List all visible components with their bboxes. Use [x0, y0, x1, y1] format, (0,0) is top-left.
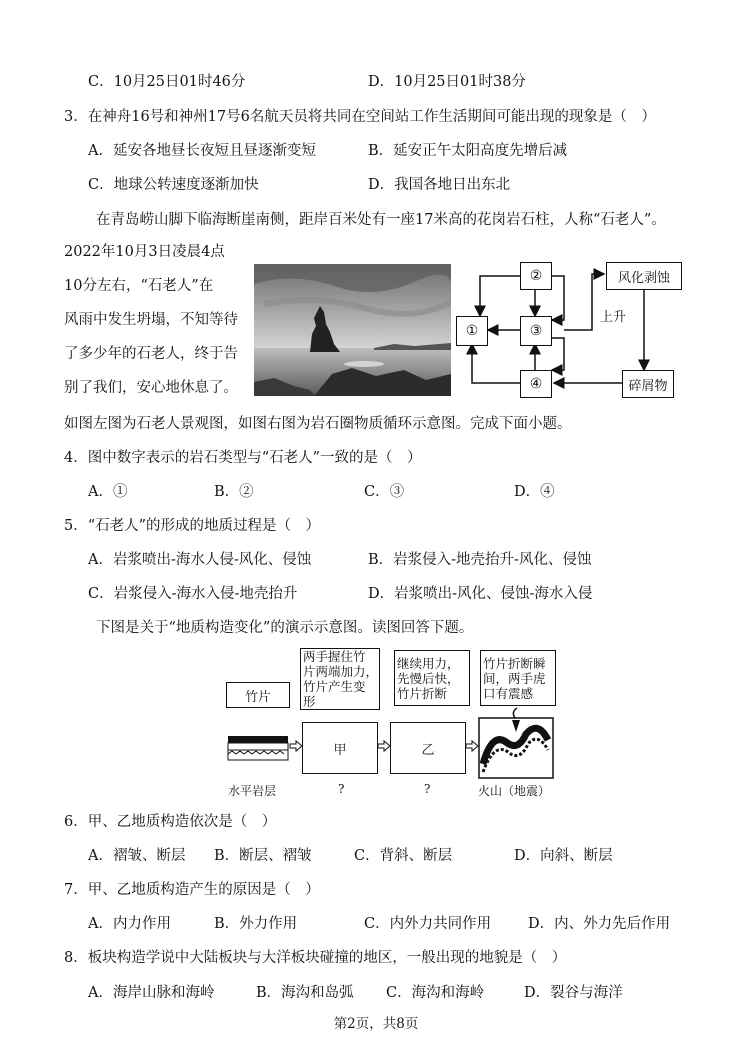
passage1-line7: 如图左图为石老人景观图，如图右图为岩石圈物质循环示意图。完成下面小题。 — [64, 416, 572, 432]
q2-option-d: D．10月25日01时38分 — [368, 74, 526, 90]
cycle-node-3: ③ — [520, 316, 552, 346]
q7-option-a: A．内力作用 — [88, 916, 171, 932]
q7-option-c: C．内外力共同作用 — [364, 916, 492, 932]
step2-box — [394, 650, 470, 706]
q6-stem: 6．甲、乙地质构造依次是（ ） — [64, 814, 277, 830]
passage1-line2: 2022年10月3日凌晨4点 — [64, 244, 225, 260]
passage1-line6: 别了我们，安心地休息了。 — [64, 380, 238, 396]
q5-option-b: B．岩浆侵入-地壳抬升-风化、侵蚀 — [368, 552, 592, 568]
q6-option-a: A．褶皱、断层 — [88, 848, 186, 864]
passage1-line5: 了多少年的石老人，终于告 — [64, 346, 238, 362]
q5-option-a: A．岩浆喷出-海水人侵-风化、侵蚀 — [88, 552, 312, 568]
q4-option-c: C．③ — [364, 484, 405, 500]
q4-stem: 4．图中数字表示的岩石类型与“石老人”一致的是（ ） — [64, 450, 422, 466]
step3-line3: 口有震感 — [483, 685, 534, 701]
q3-option-d: D．我国各地日出东北 — [368, 177, 511, 193]
q8-option-c: C．海沟和海岭 — [386, 985, 485, 1001]
step1-line3: 竹片产生变 — [303, 679, 366, 694]
step2-line1: 继续用力， — [397, 655, 460, 671]
step1-line2: 片两端加力， — [303, 664, 379, 679]
q3-stem: 3．在神舟16号和神州17号6名航天员将共同在空间站工作生活期间可能出现的现象是（ ） — [64, 109, 656, 125]
q3-option-c: C．地球公转速度逐渐加快 — [88, 177, 259, 193]
caption-horizontal-strata: 水平岩层 — [228, 784, 277, 798]
passage1-line4: 风雨中发生坍塌，不知等待 — [64, 312, 238, 328]
q3-option-a: A．延安各地昼长夜短且昼逐渐变短 — [88, 143, 316, 159]
cycle-weathering-box: 风化剥蚀 — [606, 262, 682, 290]
q8-option-b: B．海沟和岛弧 — [256, 985, 354, 1001]
q2-option-c: C．10月25日01时46分 — [88, 74, 246, 90]
q6-option-c: C．背斜、断层 — [354, 848, 453, 864]
q3-option-b: B．延安正午太阳高度先增后减 — [368, 143, 568, 159]
q8-stem: 8．板块构造学说中大陆板块与大洋板块碰撞的地区，一般出现的地貌是（ ） — [64, 950, 567, 966]
caption-volcano: 火山（地震） — [478, 784, 551, 798]
cycle-node-2: ② — [520, 262, 552, 290]
tectonic-demo-diagram — [226, 646, 556, 806]
step3-box — [480, 650, 556, 706]
q4-option-a: A．① — [88, 484, 128, 500]
shilaoren-photo — [254, 264, 451, 396]
caption-yi-question: ? — [424, 782, 431, 796]
passage1-line3: 10分左右，“石老人”在 — [64, 278, 214, 294]
q7-option-b: B．外力作用 — [214, 916, 298, 932]
step1-box — [300, 648, 380, 710]
passage2-line1: 下图是关于“地质构造变化”的演示示意图。读图回答下题。 — [96, 620, 474, 636]
step2-line2: 先慢后快， — [397, 670, 460, 686]
q8-option-d: D．裂谷与海洋 — [524, 985, 623, 1001]
passage1-line1: 在青岛崂山脚下临海断崖南侧，距岸百米处有一座17米高的花岗岩石柱，人称“石老人”。 — [96, 212, 666, 228]
jia-box: 甲 — [302, 722, 378, 774]
q5-option-d: D．岩浆喷出-风化、侵蚀-海水入侵 — [368, 586, 593, 602]
yi-box: 乙 — [390, 722, 466, 774]
step3-line1: 竹片折断瞬 — [483, 655, 546, 671]
step3-line2: 间，两手虎 — [483, 670, 546, 686]
q6-option-d: D．向斜、断层 — [514, 848, 613, 864]
q4-option-d: D．④ — [514, 484, 555, 500]
q4-option-b: B．② — [214, 484, 254, 500]
cycle-node-4: ④ — [520, 370, 552, 398]
q7-option-d: D．内、外力先后作用 — [528, 916, 671, 932]
q8-option-a: A．海岸山脉和海岭 — [88, 985, 215, 1001]
q7-stem: 7．甲、乙地质构造产生的原因是（ ） — [64, 882, 320, 898]
step2-line3: 竹片折断 — [397, 685, 448, 701]
cycle-node-1: ① — [456, 316, 488, 346]
caption-jia-question: ? — [338, 782, 345, 796]
q6-option-b: B．断层、褶皱 — [214, 848, 312, 864]
step1-line4: 形 — [303, 694, 316, 709]
step1-line1: 两手握住竹 — [303, 649, 366, 664]
rock-cycle-diagram — [452, 258, 692, 408]
cycle-uplift-label: 上升 — [600, 310, 627, 325]
cycle-sediment-box: 碎屑物 — [622, 370, 674, 398]
q5-option-c: C．岩浆侵入-海水入侵-地壳抬升 — [88, 586, 298, 602]
bamboo-label-box: 竹片 — [226, 682, 290, 708]
q5-stem: 5．“石老人”的形成的地质过程是（ ） — [64, 518, 321, 534]
page-footer: 第2页，共8页 — [333, 1016, 419, 1032]
